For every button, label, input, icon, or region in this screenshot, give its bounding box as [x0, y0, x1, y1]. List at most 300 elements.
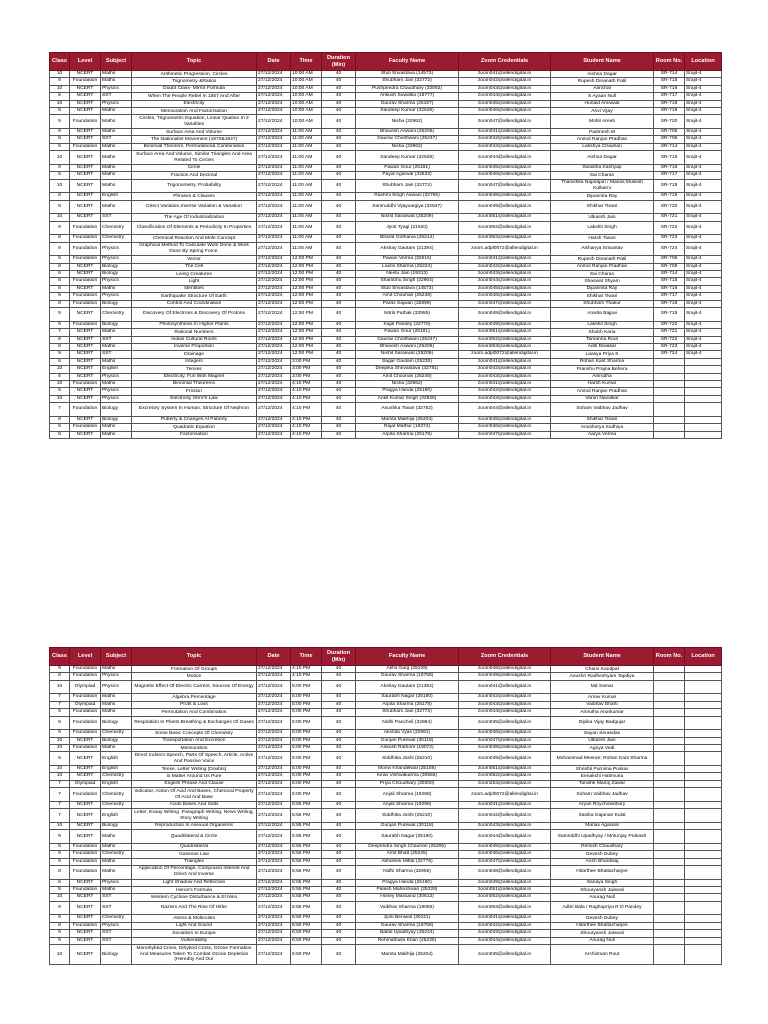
cell-room: [654, 694, 685, 701]
schedule-page-2: [0, 600, 768, 1024]
cell-level: NCERT: [70, 930, 101, 937]
cell-date: 27/12/2024: [257, 343, 291, 350]
cell-level: Foundation: [70, 887, 101, 894]
cell-level: NCERT: [70, 129, 101, 136]
table-row: [50, 866, 722, 880]
cell-duration: 40: [322, 271, 356, 278]
cell-topic: Arithmetic Progression, Circles: [132, 71, 257, 78]
cell-level: NCERT: [70, 271, 101, 278]
cell-class: 7: [50, 780, 70, 787]
table-row: [50, 85, 722, 92]
table-row: [50, 108, 722, 115]
cell-duration: 40: [322, 716, 356, 730]
cell-location: [685, 716, 722, 730]
cell-time: 11:00 AM: [291, 193, 322, 200]
cell-location: [685, 745, 722, 752]
cell-class: 8: [50, 193, 70, 200]
cell-date: 27/12/2024: [257, 321, 291, 328]
cell-class: 8: [50, 673, 70, 680]
cell-zoom: zoom041@allendigital.in: [459, 680, 551, 694]
cell-location: Srajit-4: [685, 172, 722, 179]
column-header-subject: Subject: [101, 53, 132, 71]
cell-faculty: Pragya Handa (25190): [356, 879, 459, 886]
cell-date: 27/12/2024: [257, 745, 291, 752]
cell-subject: Maths: [101, 108, 132, 115]
cell-date: 27/12/2024: [257, 709, 291, 716]
cell-date: 27/12/2024: [257, 78, 291, 85]
table-row: [50, 666, 722, 673]
cell-date: 27/12/2024: [257, 115, 291, 129]
table-row: [50, 851, 722, 858]
cell-zoom: zoom046@allendigital.in: [459, 108, 551, 115]
cell-location: [685, 709, 722, 716]
cell-class: 9: [50, 256, 70, 263]
cell-subject: Biology: [101, 271, 132, 278]
cell-date: 27/12/2024: [257, 915, 291, 922]
cell-faculty: Nishit Saraswat (25209): [356, 351, 459, 358]
cell-subject: Chemistry: [101, 915, 132, 922]
table-row: [50, 887, 722, 894]
table-row: [50, 403, 722, 417]
cell-topic: Profit & Loss: [132, 701, 257, 708]
table-row: [50, 930, 722, 937]
cell-date: 27/12/2024: [257, 285, 291, 292]
cell-class: 10: [50, 945, 70, 965]
cell-location: [685, 752, 722, 766]
cell-room: [654, 937, 685, 944]
table-row: [50, 336, 722, 343]
cell-subject: Maths: [101, 329, 132, 336]
table-row: [50, 214, 722, 221]
cell-faculty: Priya Choudhary (30300): [356, 780, 459, 787]
cell-subject: Maths: [101, 115, 132, 129]
cell-faculty: Pawan Verma (32616): [356, 256, 459, 263]
cell-time: 5:00 PM: [291, 773, 322, 780]
cell-student: Shrishti Purnima Puskar: [551, 766, 654, 773]
cell-date: 27/12/2024: [257, 431, 291, 438]
cell-class: 9: [50, 221, 70, 235]
cell-faculty: Stuti Srivastava (14573): [356, 71, 459, 78]
cell-subject: Physics: [101, 879, 132, 886]
cell-student: Anmol Ranjan Pradhan: [551, 136, 654, 143]
cell-level: NCERT: [70, 108, 101, 115]
cell-time: 5:00 PM: [291, 730, 322, 737]
cell-student: Eenakshi Hatimuria: [551, 773, 654, 780]
cell-topic: Atoms & Molecules: [132, 915, 257, 922]
cell-location: [685, 830, 722, 844]
cell-time: 11:00 AM: [291, 242, 322, 256]
cell-topic: Light Shadow And Reflection: [132, 879, 257, 886]
cell-date: 27/12/2024: [257, 858, 291, 865]
cell-topic: The Nationalist Movement (1870&1947): [132, 136, 257, 143]
cell-student: Aditri Bala / Raghupriya R D Pandey: [551, 901, 654, 915]
cell-zoom: zoom042@allendigital.in: [459, 809, 551, 823]
cell-date: 27/12/2024: [257, 801, 291, 808]
cell-subject: Biology: [101, 716, 132, 730]
cell-zoom: zoom047@allendigital.in: [459, 179, 551, 193]
cell-location: [685, 730, 722, 737]
column-header-location: Location: [685, 53, 722, 71]
column-header-class: Class: [50, 53, 70, 71]
cell-topic: Chemical Reaction And Mole Concept: [132, 235, 257, 242]
cell-faculty: Sagar Gautam (25230): [356, 358, 459, 365]
cell-faculty: Gaurav Sharma (18758): [356, 922, 459, 929]
cell-room: [654, 887, 685, 894]
cell-duration: 40: [322, 358, 356, 365]
cell-level: NCERT: [70, 373, 101, 380]
cell-subject: Maths: [101, 343, 132, 350]
cell-room: SR-723: [654, 343, 685, 350]
cell-level: Foundation: [70, 380, 101, 387]
cell-topic: Light: [132, 278, 257, 285]
cell-subject: English: [101, 193, 132, 200]
cell-subject: English: [101, 780, 132, 787]
cell-date: 27/12/2024: [257, 843, 291, 850]
cell-duration: 40: [322, 822, 356, 829]
cell-room: SR-718: [654, 100, 685, 107]
cell-faculty: Shubham Jain (32772): [356, 179, 459, 193]
cell-subject: Biology: [101, 945, 132, 965]
cell-zoom: zoom052@allendigital.in: [459, 336, 551, 343]
cell-room: [654, 666, 685, 673]
column-header-class: Class: [50, 648, 70, 666]
cell-date: 27/12/2024: [257, 336, 291, 343]
cell-date: 27/12/2024: [257, 788, 291, 802]
cell-class: 7: [50, 329, 70, 336]
cell-location: [685, 424, 722, 431]
cell-room: SR-715: [654, 278, 685, 285]
cell-student: Swastha Kashyap: [551, 164, 654, 171]
cell-duration: 40: [322, 179, 356, 193]
cell-duration: 40: [322, 200, 356, 214]
cell-student: Sanika Gajanan Kulal: [551, 809, 654, 823]
cell-room: SR-706: [654, 263, 685, 270]
cell-topic: Trigonometry. Probability: [132, 179, 257, 193]
cell-topic: Direct Indirect Speech, Parts Of Speech, Article, Active And Passive Voice: [132, 752, 257, 766]
cell-zoom: zoom046@allendigital.in: [459, 730, 551, 737]
cell-topic: Classification Of Elements & Periodicity In Properties: [132, 221, 257, 235]
table-row: [50, 901, 722, 915]
cell-duration: 40: [322, 887, 356, 894]
cell-level: NCERT: [70, 773, 101, 780]
table-row: [50, 242, 722, 256]
cell-level: Foundation: [70, 221, 101, 235]
table-row: [50, 915, 722, 922]
cell-faculty: Laxmi Sharma (25224): [356, 263, 459, 270]
cell-faculty: Shambhu Singh (32964): [356, 278, 459, 285]
cell-student: Thanishka Najarajan / Manas Mukesh Kulkarni: [551, 179, 654, 193]
cell-faculty: Palash Maheshwari (25228): [356, 887, 459, 894]
cell-zoom: zoom048@allendigital.in: [459, 308, 551, 322]
cell-level: NCERT: [70, 172, 101, 179]
cell-student: Devesh Dubey: [551, 851, 654, 858]
cell-duration: 40: [322, 293, 356, 300]
cell-duration: 40: [322, 395, 356, 402]
cell-date: 27/12/2024: [257, 179, 291, 193]
cell-time: 5:00 PM: [291, 737, 322, 744]
cell-student: Tamanna Rout: [551, 336, 654, 343]
cell-room: [654, 773, 685, 780]
cell-subject: Maths: [101, 866, 132, 880]
cell-time: 5:00 PM: [291, 716, 322, 730]
cell-subject: Maths: [101, 431, 132, 438]
cell-level: Foundation: [70, 730, 101, 737]
cell-room: [654, 431, 685, 438]
cell-duration: 40: [322, 336, 356, 343]
cell-class: 9: [50, 164, 70, 171]
cell-room: [654, 395, 685, 402]
cell-faculty: Nisha (32962): [356, 143, 459, 150]
cell-location: [685, 780, 722, 787]
table-row: [50, 256, 722, 263]
cell-room: SR-719: [654, 193, 685, 200]
cell-date: 27/12/2024: [257, 395, 291, 402]
cell-class: 9: [50, 709, 70, 716]
cell-faculty: Gunjan Purewal (30118): [356, 822, 459, 829]
cell-room: SR-715: [654, 78, 685, 85]
cell-room: SR-705: [654, 129, 685, 136]
cell-class: 9: [50, 351, 70, 358]
cell-zoom: zoom042@allendigital.in: [459, 388, 551, 395]
cell-subject: Physics: [101, 388, 132, 395]
cell-zoom: zoom042@allendigital.in: [459, 922, 551, 929]
cell-location: Srajit-4: [685, 293, 722, 300]
cell-location: Srajit-4: [685, 78, 722, 85]
cell-location: Srajit-4: [685, 285, 722, 292]
cell-subject: Maths: [101, 179, 132, 193]
cell-time: 5:55 PM: [291, 822, 322, 829]
cell-time: 3:00 PM: [291, 366, 322, 373]
cell-topic: Factorisation: [132, 431, 257, 438]
cell-subject: Physics: [101, 242, 132, 256]
cell-class: 9: [50, 143, 70, 150]
cell-zoom: zoom046@allendigital.in: [459, 424, 551, 431]
cell-level: NCERT: [70, 193, 101, 200]
cell-date: 27/12/2024: [257, 293, 291, 300]
cell-level: Foundation: [70, 709, 101, 716]
cell-class: 8: [50, 922, 70, 929]
cell-location: Srajit-4: [685, 343, 722, 350]
cell-topic: Graphical Method To Calculate Work Done & Work Done By Spring Force.: [132, 242, 257, 256]
cell-level: Foundation: [70, 78, 101, 85]
cell-class: 9: [50, 851, 70, 858]
cell-location: Srajit-4: [685, 214, 722, 221]
cell-student: Vaibhav Bharti: [551, 701, 654, 708]
cell-room: SR-717: [654, 93, 685, 100]
cell-faculty: Honey Massand (30613): [356, 894, 459, 901]
cell-location: [685, 358, 722, 365]
cell-subject: Biology: [101, 416, 132, 423]
cell-duration: 40: [322, 403, 356, 417]
cell-date: 27/12/2024: [257, 85, 291, 92]
cell-student: Utkarsh Jain: [551, 214, 654, 221]
cell-topic: Excretory System In Human, Structure Of Nephron: [132, 403, 257, 417]
cell-level: NCERT: [70, 93, 101, 100]
column-header-date: Date: [257, 648, 291, 666]
cell-duration: 40: [322, 108, 356, 115]
cell-topic: Socialism In Europe: [132, 930, 257, 937]
cell-time: 5:00 PM: [291, 745, 322, 752]
cell-level: Foundation: [70, 300, 101, 307]
cell-level: Foundation: [70, 278, 101, 285]
cell-duration: 40: [322, 745, 356, 752]
cell-topic: Permutation And Combination: [132, 709, 257, 716]
cell-zoom: zoom253@allendigital.in: [459, 780, 551, 787]
cell-zoom: zoom041@allendigital.in: [459, 358, 551, 365]
cell-time: 12:00 PM: [291, 336, 322, 343]
cell-faculty: Akshita Vyas (32961): [356, 730, 459, 737]
cell-duration: 40: [322, 937, 356, 944]
cell-date: 27/12/2024: [257, 278, 291, 285]
cell-duration: 40: [322, 922, 356, 929]
cell-duration: 40: [322, 680, 356, 694]
cell-date: 27/12/2024: [257, 193, 291, 200]
cell-class: 6: [50, 271, 70, 278]
cell-zoom: zoom052@allendigital.in: [459, 894, 551, 901]
cell-level: NCERT: [70, 937, 101, 944]
cell-topic: Application Of Percentage, Compound Interest And Direct And Inverse: [132, 866, 257, 880]
cell-date: 27/12/2024: [257, 263, 291, 270]
table-row: [50, 701, 722, 708]
cell-duration: 40: [322, 879, 356, 886]
cell-duration: 40: [322, 424, 356, 431]
cell-faculty: Shubham Jain (32772): [356, 78, 459, 85]
table-row: [50, 278, 722, 285]
cell-location: [685, 680, 722, 694]
cell-topic: Control And Coordination: [132, 300, 257, 307]
table-row: [50, 300, 722, 307]
cell-time: 6:50 PM: [291, 945, 322, 965]
cell-topic: Direct Variation,Inverse Variation & Variation: [132, 200, 257, 214]
cell-room: [654, 673, 685, 680]
cell-time: 12:00 PM: [291, 343, 322, 350]
cell-topic: Respiration In Plants Breathing & Exchanges Of Gases: [132, 716, 257, 730]
cell-zoom: zoom046@allendigital.in: [459, 293, 551, 300]
cell-level: NCERT: [70, 214, 101, 221]
cell-student: Shikhar Tiwari: [551, 416, 654, 423]
cell-room: [654, 822, 685, 829]
cell-class: 9: [50, 424, 70, 431]
cell-level: Foundation: [70, 851, 101, 858]
cell-student: Dipannita Ray: [551, 193, 654, 200]
cell-faculty: Amit Chouhan (25248): [356, 293, 459, 300]
cell-time: 5:55 PM: [291, 830, 322, 844]
cell-topic: Circle: [132, 164, 257, 171]
cell-duration: 40: [322, 143, 356, 150]
cell-zoom: zoom041@allendigital.in: [459, 256, 551, 263]
cell-duration: 40: [322, 214, 356, 221]
cell-subject: SST: [101, 901, 132, 915]
cell-room: [654, 915, 685, 922]
cell-zoom: zoom045@allendigital.in: [459, 843, 551, 850]
cell-time: 6:50 PM: [291, 930, 322, 937]
table-row: [50, 766, 722, 773]
cell-location: Srajit-4: [685, 329, 722, 336]
table-row: [50, 221, 722, 235]
cell-subject: SST: [101, 894, 132, 901]
cell-subject: Physics: [101, 680, 132, 694]
cell-date: 27/12/2024: [257, 373, 291, 380]
cell-time: 11:00 AM: [291, 143, 322, 150]
table-row: [50, 673, 722, 680]
cell-topic: Fraction And Decimal: [132, 172, 257, 179]
cell-student: Anurag Null: [551, 894, 654, 901]
table-row: [50, 179, 722, 193]
cell-zoom: zoom042@allendigital.in: [459, 694, 551, 701]
cell-student: Rohan Kant Sharma: [551, 358, 654, 365]
cell-room: SR-721: [654, 329, 685, 336]
cell-subject: Chemistry: [101, 801, 132, 808]
cell-faculty: Monvi Khandelwal (25186): [356, 766, 459, 773]
cell-room: SR-714: [654, 71, 685, 78]
cell-duration: 40: [322, 343, 356, 350]
cell-level: NCERT: [70, 200, 101, 214]
cell-room: SR-720: [654, 200, 685, 214]
cell-subject: Chemistry: [101, 851, 132, 858]
cell-zoom: zoom043@allendigital.in: [459, 85, 551, 92]
table-row: [50, 922, 722, 929]
cell-class: 10: [50, 766, 70, 773]
table-row: [50, 172, 722, 179]
cell-time: 5:00 PM: [291, 680, 322, 694]
cell-room: [654, 701, 685, 708]
cell-date: 27/12/2024: [257, 366, 291, 373]
cell-zoom: zoom045@allendigital.in: [459, 716, 551, 730]
cell-date: 27/12/2024: [257, 271, 291, 278]
cell-topic: Photosynthesis In Higher Plants: [132, 321, 257, 328]
cell-location: Srajit-4: [685, 136, 722, 143]
cell-level: NCERT: [70, 164, 101, 171]
cell-subject: Physics: [101, 922, 132, 929]
cell-date: 27/12/2024: [257, 730, 291, 737]
cell-class: 9: [50, 730, 70, 737]
cell-student: Anwita Bajpai: [551, 308, 654, 322]
cell-room: SR-722: [654, 336, 685, 343]
cell-zoom: zoom043@allendigital.in: [459, 395, 551, 402]
table-row: [50, 694, 722, 701]
cell-time: 6:50 PM: [291, 922, 322, 929]
cell-zoom: zoom051@allendigital.in: [459, 887, 551, 894]
cell-room: [654, 709, 685, 716]
cell-location: [685, 788, 722, 802]
cell-location: [685, 901, 722, 915]
cell-zoom: zoom044@allendigital.in: [459, 278, 551, 285]
cell-faculty: Deependra Singh Chauhan (25205): [356, 843, 459, 850]
cell-subject: Physics: [101, 85, 132, 92]
cell-topic: Light And Sound: [132, 922, 257, 929]
cell-faculty: Nishit Saraswat (25209): [356, 214, 459, 221]
cell-date: 27/12/2024: [257, 358, 291, 365]
cell-student: Padmesh M: [551, 129, 654, 136]
table-row: [50, 358, 722, 365]
table-row: [50, 879, 722, 886]
cell-time: 5:00 PM: [291, 694, 322, 701]
cell-duration: 40: [322, 278, 356, 285]
cell-date: 27/12/2024: [257, 300, 291, 307]
cell-date: 27/12/2024: [257, 242, 291, 256]
cell-student: Dipika Vijay Badgujar: [551, 716, 654, 730]
cell-class: 9: [50, 915, 70, 922]
table-row: [50, 115, 722, 129]
cell-time: 5:55 PM: [291, 851, 322, 858]
cell-time: 4:10 PM: [291, 431, 322, 438]
cell-zoom: zoom047@allendigital.in: [459, 858, 551, 865]
cell-duration: 40: [322, 172, 356, 179]
cell-class: 10: [50, 745, 70, 752]
cell-student: Anmol Ranjan Pradhan: [551, 263, 654, 270]
cell-room: SR-716: [654, 85, 685, 92]
cell-faculty: Stuti Srivastava (14573): [356, 285, 459, 292]
